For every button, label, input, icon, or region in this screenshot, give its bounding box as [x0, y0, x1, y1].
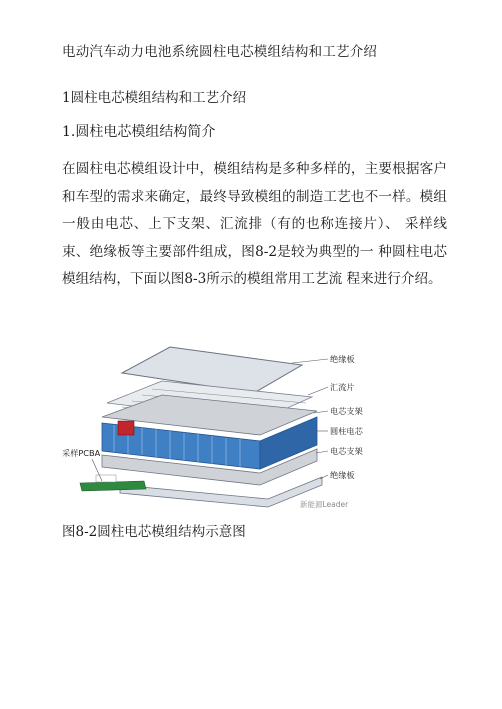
label-busbar: 汇流片 [330, 382, 355, 392]
red-connector [118, 421, 134, 435]
module-exploded-diagram [62, 335, 442, 515]
pcba-white-strip [96, 475, 116, 482]
label-insulation-top: 绝缘板 [330, 354, 355, 364]
module-diagram-svg [62, 335, 442, 515]
watermark-text: 新能源Leader [300, 500, 349, 509]
label-cylindrical-cell: 圆柱电芯 [330, 426, 363, 436]
subsection-heading: 1.圆柱电芯模组结构简介 [62, 124, 216, 140]
body-paragraph: 在圆柱电芯模组设计中，模组结构是多种多样的，主要根据客户和车型的需求来确定，最终导致模组的制造工艺也不一样。模组一般由电芯、上下支架、汇流排（有的也称连接片）、 采样线束、绝缘板等主要部件组成，图8-2是较为典型的一 种圆柱电芯模组结构，下面以图8-3所示的模组常用工艺流 程来进行介绍。 [62, 161, 447, 288]
sampling-pcba [80, 481, 146, 491]
figure-caption: 图8-2圆柱电芯模组结构示意图 [62, 524, 246, 540]
section-heading: 1圆柱电芯模组结构和工艺介绍 [62, 90, 247, 106]
document-title: 电动汽车动力电池系统圆柱电芯模组结构和工艺介绍 [62, 44, 378, 60]
bottom-insulation-plate [120, 477, 322, 507]
label-cell-holder-bottom: 电芯支架 [330, 446, 363, 456]
label-insulation-bottom: 绝缘板 [330, 470, 355, 480]
label-pcba: 采样PCBA [62, 448, 101, 458]
label-cell-holder-top: 电芯支架 [330, 406, 363, 416]
